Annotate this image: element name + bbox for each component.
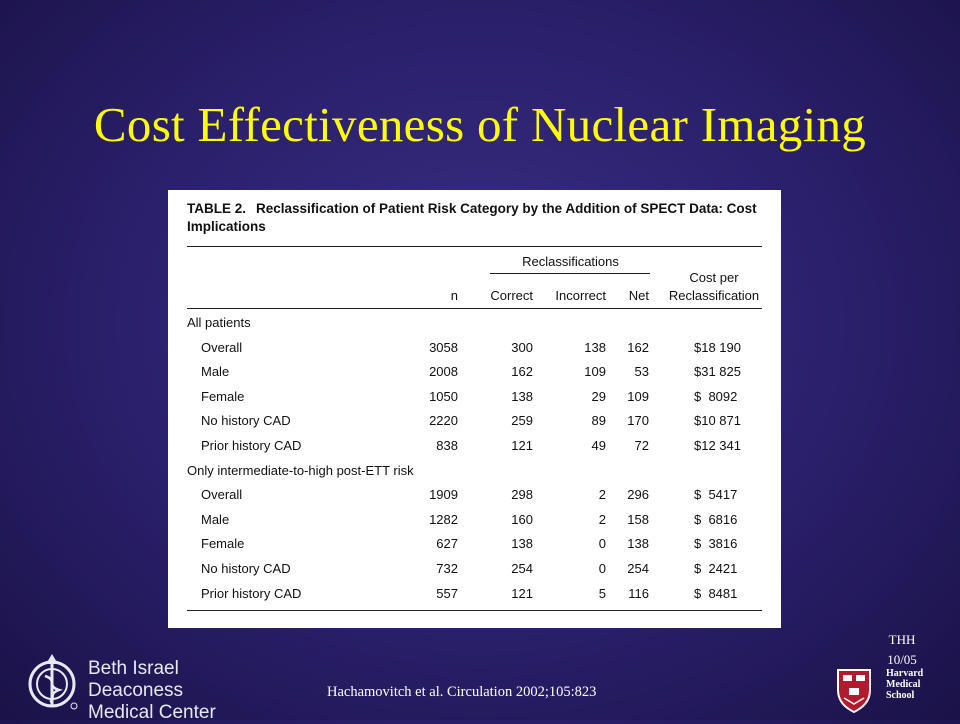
cell-correct: 121 xyxy=(511,438,533,453)
cell-n: 2008 xyxy=(429,364,458,380)
cell-cost: $ 8092 xyxy=(694,388,738,404)
cell-incorrect: 0 xyxy=(598,561,606,576)
cell-correct: 254 xyxy=(511,561,533,576)
cell-net: 162 xyxy=(627,339,649,355)
cell-correct: 259 xyxy=(511,413,533,429)
hms-line1: Harvard xyxy=(886,668,924,679)
harvard-shield-icon xyxy=(834,666,874,714)
col-header-cost-line1: Cost per xyxy=(689,270,739,285)
row-label: Overall xyxy=(201,487,243,503)
bidmc-line2: Medical Center xyxy=(88,702,216,723)
hms-logo xyxy=(834,666,944,720)
group-header-rule xyxy=(490,273,650,274)
row-label: No history CAD xyxy=(201,561,291,576)
row-label: Female xyxy=(201,536,245,552)
section-label: Only intermediate-to-high post-ETT risk xyxy=(187,462,414,478)
cell-net: 72 xyxy=(634,438,649,453)
author-stamp xyxy=(882,630,922,670)
cell-cost: $31 825 xyxy=(694,364,741,380)
cell-cost: $ 3816 xyxy=(694,536,738,552)
row-label: Prior history CAD xyxy=(201,438,302,453)
table-caption xyxy=(187,200,767,236)
cell-cost: $ 6816 xyxy=(694,511,738,527)
table-caption-label: TABLE 2. xyxy=(187,201,247,216)
cell-n: 627 xyxy=(436,536,458,552)
row-label: Overall xyxy=(201,339,243,355)
cell-net: 158 xyxy=(627,511,649,527)
cell-n: 557 xyxy=(436,585,458,601)
cell-n: 2220 xyxy=(429,413,458,429)
bidmc-logo xyxy=(28,650,278,723)
cell-correct: 138 xyxy=(511,388,533,404)
row-label: No history CAD xyxy=(201,413,291,429)
header-bottom-rule xyxy=(187,308,762,309)
cell-incorrect: 138 xyxy=(584,339,606,355)
col-header-cost-line2: Reclassification xyxy=(668,288,760,303)
cell-net: 116 xyxy=(628,585,649,601)
table-top-rule xyxy=(187,246,762,247)
cell-cost: $ 8481 xyxy=(694,585,738,601)
cell-incorrect: 2 xyxy=(598,511,606,527)
cell-correct: 300 xyxy=(511,339,533,355)
cell-n: 3058 xyxy=(429,339,458,355)
cell-n: 1050 xyxy=(429,388,458,404)
cell-correct: 121 xyxy=(511,585,533,601)
cell-cost: $ 2421 xyxy=(694,561,738,576)
cell-net: 138 xyxy=(627,536,649,552)
cell-n: 1909 xyxy=(429,487,458,503)
cell-correct: 160 xyxy=(511,511,533,527)
group-header-reclassifications: Reclassifications xyxy=(522,254,619,269)
hms-name xyxy=(886,668,923,701)
bidmc-name xyxy=(88,658,278,724)
cell-n: 838 xyxy=(436,438,458,453)
col-header-correct: Correct xyxy=(490,288,533,303)
row-label: Female xyxy=(201,388,245,404)
cell-incorrect: 109 xyxy=(584,364,606,380)
author-initials: THH xyxy=(888,632,916,647)
date-stamp: 10/05 xyxy=(887,652,917,667)
cell-cost: $12 341 xyxy=(694,438,741,453)
section-label: All patients xyxy=(187,315,251,330)
cell-correct: 162 xyxy=(511,364,533,380)
cell-net: 296 xyxy=(627,487,649,503)
cell-net: 109 xyxy=(627,388,649,404)
bidmc-line1: Beth Israel Deaconess xyxy=(88,658,184,701)
citation: Hachamovitch et al. Circulation 2002;105:823 xyxy=(327,684,597,700)
bidmc-emblem-icon xyxy=(28,650,80,712)
cell-cost: $ 5417 xyxy=(694,487,738,503)
hms-line2: Medical xyxy=(886,679,921,690)
col-header-n: n xyxy=(450,288,458,303)
cell-correct: 138 xyxy=(511,536,533,552)
row-label: Male xyxy=(201,364,230,380)
cell-incorrect: 2 xyxy=(598,487,606,503)
row-label: Male xyxy=(201,511,230,527)
cell-incorrect: 5 xyxy=(598,585,606,601)
cell-net: 254 xyxy=(627,561,649,576)
cell-incorrect: 89 xyxy=(591,413,606,429)
data-table xyxy=(168,190,781,628)
cell-cost: $10 871 xyxy=(694,413,741,429)
cell-n: 1282 xyxy=(429,511,458,527)
cell-incorrect: 0 xyxy=(598,536,606,552)
cell-correct: 298 xyxy=(511,487,533,503)
table-bottom-rule xyxy=(187,610,762,611)
hms-line3: School xyxy=(886,690,915,701)
cell-incorrect: 29 xyxy=(591,388,606,404)
slide-title: Cost Effectiveness of Nuclear Imaging xyxy=(93,97,867,152)
cell-n: 732 xyxy=(436,561,458,576)
cell-net: 170 xyxy=(627,413,649,429)
col-header-net: Net xyxy=(628,288,649,303)
cell-net: 53 xyxy=(634,364,649,380)
col-header-incorrect: Incorrect xyxy=(555,288,606,303)
row-label: Prior history CAD xyxy=(201,585,302,601)
cell-incorrect: 49 xyxy=(591,438,606,453)
table-caption-text: Reclassification of Patient Risk Category by the Addition of SPECT Data: Cost Implications xyxy=(187,201,757,234)
cell-cost: $18 190 xyxy=(694,339,741,355)
